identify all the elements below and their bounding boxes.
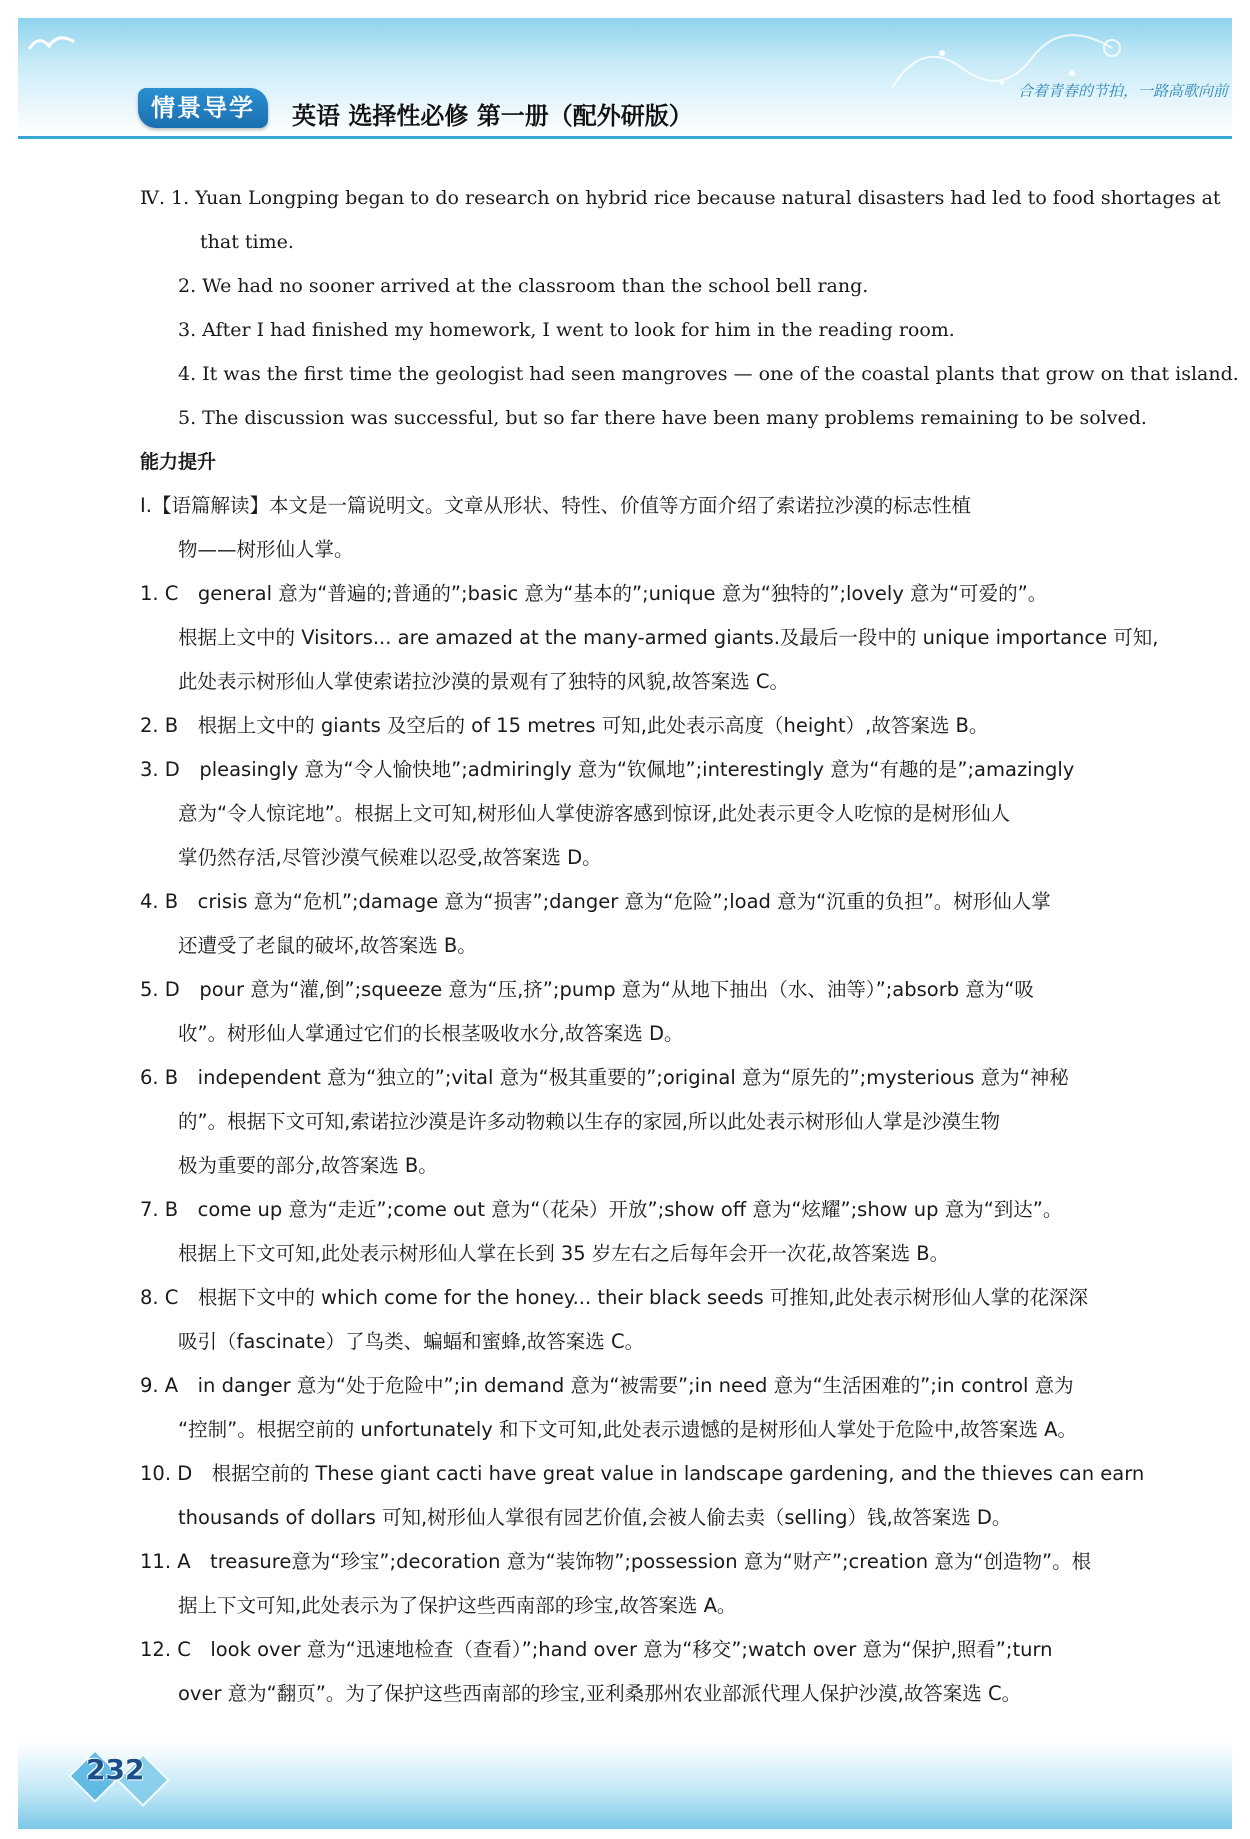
answer-line: 的”。根据下文可知,索诺拉沙漠是许多动物赖以生存的家园,所以此处表示树形仙人掌是沙漠生物 [178, 1110, 1000, 1133]
answer-line: 5. D pour 意为“灌,倒”;squeeze 意为“压,挤”;pump 意为“从地下抽出（水、油等）”;absorb 意为“吸 [140, 978, 1034, 1001]
answer-line: 2. B 根据上文中的 giants 及空后的 of 15 metres 可知,此处表示高度（height）,故答案选 B。 [140, 714, 989, 737]
answer-line: thousands of dollars 可知,树形仙人掌很有园艺价值,会被人偷去卖（selling）钱,故答案选 D。 [178, 1506, 1012, 1529]
answer-line: 收”。树形仙人掌通过它们的长根茎吸收水分,故答案选 D。 [178, 1022, 684, 1045]
answer-line: 5. The discussion was successful, but so far there have been many problems remaining to be solved. [178, 407, 1147, 429]
answer-line: 4. It was the first time the geologist had seen mangroves — one of the coastal plants that grow on that island. [178, 363, 1239, 385]
answer-line: 9. A in danger 意为“处于危险中”;in demand 意为“被需要”;in need 意为“生活困难的”;in control 意为 [140, 1374, 1074, 1397]
footer-band [18, 1739, 1232, 1829]
book-title: 英语 选择性必修 第一册（配外研版） [292, 102, 693, 130]
header-slogan: 合着青春的节拍，一路高歌向前 [1017, 82, 1228, 100]
answer-line: 还遭受了老鼠的破坏,故答案选 B。 [178, 934, 477, 957]
answer-line: Ⅳ. 1. Yuan Longping began to do research on hybrid rice because natural disasters had led to food shortages at [140, 187, 1221, 209]
answer-content [140, 176, 1239, 1716]
answer-line: 掌仍然存活,尽管沙漠气候难以忍受,故答案选 D。 [178, 846, 602, 869]
answer-line: 10. D 根据空前的 These giant cacti have great value in landscape gardening, and the thieves can earn [140, 1462, 1145, 1485]
answer-line: 12. C look over 意为“迅速地检查（查看）”;hand over 意为“移交”;watch over 意为“保护,照看”;turn [140, 1638, 1053, 1661]
answer-line: that time. [200, 231, 294, 253]
answer-line: 4. B crisis 意为“危机”;damage 意为“损害”;danger 意为“危险”;load 意为“沉重的负担”。树形仙人掌 [140, 890, 1051, 913]
answer-line: 7. B come up 意为“走近”;come out 意为“（花朵）开放”;show off 意为“炫耀”;show up 意为“到达”。 [140, 1198, 1063, 1221]
answer-line: 3. After I had finished my homework, I went to look for him in the reading room. [178, 319, 955, 341]
answer-line: 3. D pleasingly 意为“令人愉快地”;admiringly 意为“钦佩地”;interestingly 意为“有趣的是”;amazingly [140, 758, 1075, 781]
answer-line: 根据上文中的 Visitors... are amazed at the many-armed giants.及最后一段中的 unique importance 可知, [178, 626, 1159, 649]
answer-line: 吸引（fascinate）了鸟类、蝙蝠和蜜蜂,故答案选 C。 [178, 1330, 645, 1353]
answer-line: 据上下文可知,此处表示为了保护这些西南部的珍宝,故答案选 A。 [178, 1594, 737, 1617]
answer-line: 8. C 根据下文中的 which come for the honey... their black seeds 可推知,此处表示树形仙人掌的花深深 [140, 1286, 1089, 1309]
answer-line: 1. C general 意为“普遍的;普通的”;basic 意为“基本的”;unique 意为“独特的”;lovely 意为“可爱的”。 [140, 582, 1048, 605]
answer-line: 意为“令人惊诧地”。根据上文可知,树形仙人掌使游客感到惊讶,此处表示更令人吃惊的是树形仙人 [178, 802, 1011, 825]
answer-line: 此处表示树形仙人掌使索诺拉沙漠的景观有了独特的风貌,故答案选 C。 [178, 670, 790, 693]
page-number-badge [72, 1743, 182, 1803]
brand-logo: 情景导学 [138, 88, 268, 128]
answer-line: 根据上下文可知,此处表示树形仙人掌在长到 35 岁左右之后每年会开一次花,故答案选 B。 [178, 1242, 950, 1265]
answer-line: 物——树形仙人掌。 [178, 538, 354, 561]
section-title: 能力提升 [140, 451, 217, 473]
page-number: 232 [86, 1753, 145, 1786]
answer-line: 2. We had no sooner arrived at the classroom than the school bell rang. [178, 275, 869, 297]
answer-line: “控制”。根据空前的 unfortunately 和下文可知,此处表示遗憾的是树形仙人掌处于危险中,故答案选 A。 [178, 1418, 1077, 1441]
answer-line: Ⅰ.【语篇解读】本文是一篇说明文。文章从形状、特性、价值等方面介绍了索诺拉沙漠的标志性植 [140, 494, 971, 517]
answer-line: 6. B independent 意为“独立的”;vital 意为“极其重要的”;original 意为“原先的”;mysterious 意为“神秘 [140, 1066, 1069, 1089]
answer-line: over 意为“翻页”。为了保护这些西南部的珍宝,亚利桑那州农业部派代理人保护沙漠,故答案选 C。 [178, 1682, 1022, 1705]
bird-icon [24, 24, 84, 64]
answer-line: 11. A treasure意为“珍宝”;decoration 意为“装饰物”;possession 意为“财产”;creation 意为“创造物”。根 [140, 1550, 1092, 1573]
answer-line: 极为重要的部分,故答案选 B。 [178, 1154, 438, 1177]
